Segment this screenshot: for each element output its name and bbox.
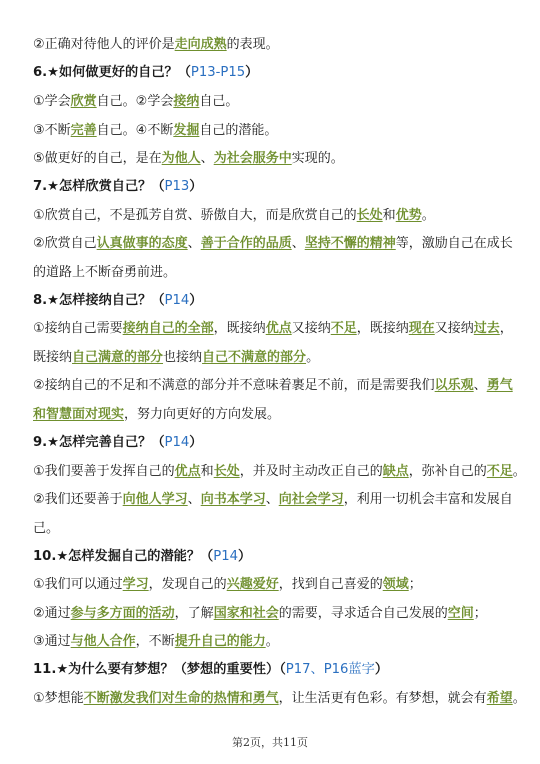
text-line (33, 233, 513, 255)
text-line (33, 489, 513, 511)
text-segment: ，不断 (135, 634, 175, 649)
text-segment: 。 (421, 208, 435, 223)
text-segment: 、 (187, 236, 201, 251)
text-segment: 和 (200, 464, 214, 479)
section-heading (33, 546, 513, 568)
page-reference: P17、P16蓝字 (285, 662, 375, 677)
highlighted-keyword: 过去 (473, 321, 500, 336)
highlighted-keyword: 兴趣爱好 (226, 577, 279, 592)
text-segment: 9.★怎样完善自己？（ (33, 435, 165, 450)
text-segment: 也接纳 (163, 350, 203, 365)
highlighted-keyword: 长处 (356, 208, 383, 223)
highlighted-keyword: 接纳自己的全部 (122, 321, 214, 336)
text-line (33, 631, 513, 653)
text-segment: 。 (512, 691, 526, 706)
text-segment: 6.★如何做更好的自己？（ (33, 65, 191, 80)
highlighted-keyword: 为他人 (161, 151, 201, 166)
text-segment: ，了解 (174, 606, 214, 621)
text-segment: ，努力向更好的方向发展。 (124, 407, 281, 422)
page-reference: P14 (164, 435, 190, 450)
highlighted-keyword: 不足 (486, 464, 513, 479)
highlighted-keyword: 向社会学习 (278, 492, 344, 507)
text-segment: ， (499, 321, 513, 336)
text-segment: ，利用一切机会丰富和发展自 (343, 492, 513, 507)
highlighted-keyword: 长处 (213, 464, 240, 479)
text-segment: 11.★为什么要有梦想？（梦想的重要性）（ (33, 662, 286, 677)
text-segment: 。 (512, 464, 526, 479)
text-segment: 自己。②学会 (96, 94, 174, 109)
highlighted-keyword: 完善 (70, 123, 97, 138)
text-line (33, 318, 513, 340)
text-line (33, 574, 513, 596)
text-line (33, 603, 513, 625)
highlighted-keyword: 欣赏 (70, 94, 97, 109)
highlighted-keyword: 接纳 (173, 94, 200, 109)
text-segment: ） (189, 293, 203, 308)
text-segment: 的道路上不断奋勇前进。 (33, 265, 177, 280)
text-segment: 10.★怎样发掘自己的潜能？（ (33, 549, 214, 564)
text-segment: ⑤做更好的自己，是在 (33, 151, 162, 166)
text-segment: 又接纳 (434, 321, 474, 336)
text-line (33, 347, 513, 369)
highlighted-keyword: 希望 (486, 691, 513, 706)
text-segment: 又接纳 (291, 321, 331, 336)
text-segment: ，找到自己喜爱的 (278, 577, 383, 592)
text-line (33, 120, 513, 142)
highlighted-keyword: 与他人合作 (70, 634, 136, 649)
text-segment: ①欣赏自己，不是孤芳自赏、骄傲自大，而是欣赏自己的 (33, 208, 357, 223)
text-segment: 、 (187, 492, 201, 507)
highlighted-keyword: 向他人学习 (122, 492, 188, 507)
text-segment: 既接纳 (33, 350, 73, 365)
text-segment: 8.★怎样接纳自己？（ (33, 293, 165, 308)
highlighted-keyword: 不足 (330, 321, 357, 336)
text-segment: 的需要，寻求适合自己发展的 (278, 606, 448, 621)
highlighted-keyword: 为社会服务中 (213, 151, 292, 166)
text-segment: 7.★怎样欣赏自己？（ (33, 179, 165, 194)
section-heading (33, 659, 513, 681)
text-segment: ①我们可以通过 (33, 577, 123, 592)
text-line (33, 688, 526, 710)
text-segment: ②我们还要善于 (33, 492, 123, 507)
highlighted-keyword: 发掘 (173, 123, 200, 138)
text-segment: 、 (473, 378, 487, 393)
text-segment: 自己的潜能。 (199, 123, 278, 138)
text-segment: 等，激励自己在成长 (395, 236, 513, 251)
highlighted-keyword: 和智慧面对现实 (33, 407, 125, 422)
text-segment: ，既接纳 (213, 321, 266, 336)
highlighted-keyword: 自己满意的部分 (72, 350, 164, 365)
highlighted-keyword: 优点 (174, 464, 201, 479)
section-heading (33, 62, 513, 84)
highlighted-keyword: 优势 (395, 208, 422, 223)
page-footer: 第2页，共11页 (232, 736, 308, 749)
text-segment: 、 (291, 236, 305, 251)
text-line (33, 461, 526, 483)
text-segment: ） (245, 65, 259, 80)
highlighted-keyword: 优点 (265, 321, 292, 336)
highlighted-keyword: 国家和社会 (213, 606, 279, 621)
highlighted-keyword: 提升自己的能力 (174, 634, 266, 649)
text-segment: ，弥补自己的 (408, 464, 487, 479)
text-segment: ①梦想能 (33, 691, 84, 706)
text-line (33, 91, 513, 113)
text-line (33, 518, 513, 540)
highlighted-keyword: 坚持不懈的精神 (304, 236, 396, 251)
text-segment: ，并及时主动改正自己的 (239, 464, 383, 479)
highlighted-keyword: 现在 (408, 321, 435, 336)
highlighted-keyword: 走向成熟 (174, 37, 227, 52)
text-segment: ①接纳自己需要 (33, 321, 123, 336)
page-reference: P14 (164, 293, 190, 308)
highlighted-keyword: 勇气 (486, 378, 513, 393)
highlighted-keyword: 自己不满意的部分 (202, 350, 307, 365)
text-segment: ②欣赏自己 (33, 236, 97, 251)
text-segment: 自己。 (199, 94, 239, 109)
text-segment: ②正确对待他人的评价是 (33, 37, 175, 52)
highlighted-keyword: 空间 (447, 606, 474, 621)
text-segment: ②通过 (33, 606, 71, 621)
section-heading (33, 432, 513, 454)
text-line (33, 375, 513, 397)
text-segment: 自己。④不断 (96, 123, 174, 138)
text-segment: ，发现自己的 (148, 577, 227, 592)
text-segment: 和 (382, 208, 396, 223)
text-segment: ③不断 (33, 123, 71, 138)
highlighted-keyword: 不断激发我们对生命的热情和勇气 (83, 691, 279, 706)
text-segment: ，既接纳 (356, 321, 409, 336)
highlighted-keyword: 向书本学习 (200, 492, 266, 507)
text-line (33, 262, 513, 284)
highlighted-keyword: 认真做事的态度 (96, 236, 188, 251)
text-segment: ①我们要善于发挥自己的 (33, 464, 175, 479)
text-segment: 的表现。 (226, 37, 279, 52)
text-segment: 、 (265, 492, 279, 507)
text-line (33, 148, 513, 170)
text-segment: ） (374, 662, 388, 677)
text-segment: ②接纳自己的不足和不满意的部分并不意味着裹足不前，而是需要我们 (33, 378, 435, 393)
page-reference: P13-P15 (190, 65, 246, 80)
page-reference: P13 (164, 179, 190, 194)
text-segment: 实现的。 (291, 151, 344, 166)
highlighted-keyword: 学习 (122, 577, 149, 592)
text-segment: 。 (265, 634, 279, 649)
highlighted-keyword: 领域 (382, 577, 409, 592)
highlighted-keyword: 缺点 (382, 464, 409, 479)
section-heading (33, 176, 513, 198)
text-line (33, 404, 513, 426)
section-heading (33, 290, 513, 312)
text-segment: ） (189, 435, 203, 450)
text-segment: 己。 (33, 521, 60, 536)
text-segment: 、 (200, 151, 214, 166)
text-segment: ③通过 (33, 634, 71, 649)
text-segment: 。 (306, 350, 320, 365)
text-line (33, 205, 513, 227)
text-segment: ； (473, 606, 487, 621)
text-segment: ，让生活更有色彩。有梦想，就会有 (278, 691, 487, 706)
highlighted-keyword: 善于合作的品质 (200, 236, 292, 251)
text-segment: ） (189, 179, 203, 194)
page-reference: P14 (213, 549, 238, 564)
text-segment: ； (408, 577, 422, 592)
text-segment: ） (237, 549, 252, 564)
text-line (33, 34, 513, 56)
highlighted-keyword: 参与多方面的活动 (70, 606, 175, 621)
highlighted-keyword: 以乐观 (434, 378, 474, 393)
text-segment: ①学会 (33, 94, 71, 109)
